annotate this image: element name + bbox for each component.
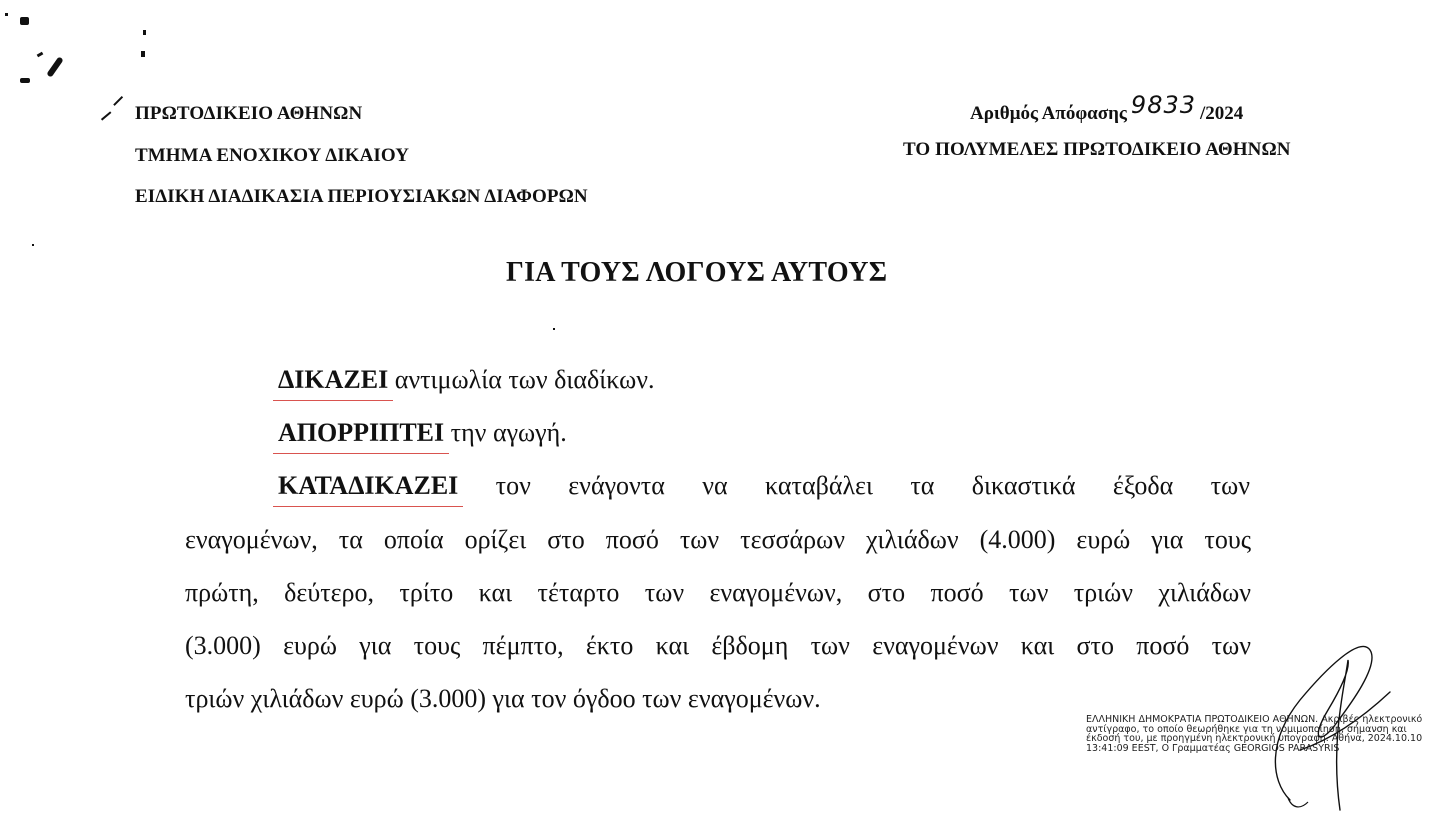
costs-paragraph (185, 0, 1251, 819)
procedure-line: ΕΙΔΙΚΗ ΔΙΑΔΙΚΑΣΙΑ ΠΕΡΙΟΥΣΙΑΚΩΝ ΔΙΑΦΟΡΩΝ (135, 186, 588, 207)
signature-image (1230, 630, 1410, 815)
ruling-keyword: ΑΠΟΡΡΙΠΤΕΙ (278, 418, 445, 447)
decision-year: /2024 (1200, 103, 1244, 124)
section-heading: ΓΙΑ ΤΟΥΣ ΛΟΓΟΥΣ ΑΥΤΟΥΣ (506, 257, 888, 288)
court-section-line: ΤΜΗΜΑ ΕΝΟΧΙΚΟΥ ΔΙΚΑΙΟΥ (135, 145, 410, 166)
ruling-text: την αγωγή. (444, 418, 567, 447)
ruling-text: αντιμωλία των διαδίκων. (388, 365, 655, 394)
court-name-line: ΠΡΩΤΟΔΙΚΕΙΟ ΑΘΗΝΩΝ (135, 103, 363, 124)
paragraph-line: πρώτη, δεύτερο, τρίτο και τέταρτο των εναγομένων, στο ποσό των τριών χιλιάδων (185, 578, 1251, 607)
ruling-text: τον ενάγοντα να καταβάλει τα δικαστικά έξοδα των (458, 471, 1250, 500)
ruling-keyword: ΚΑΤΑΔΙΚΑΖΕΙ (278, 471, 459, 500)
electronic-certification-text: ΕΛΛΗΝΙΚΗ ΔΗΜΟΚΡΑΤΙΑ ΠΡΩΤΟΔΙΚΕΙΟ ΑΘΗΝΩΝ. Ακριβές ηλεκτρονικό αντίγραφο, το οποίο θεωρήθηκε για τη νομιμοποίηση, σήμανση και έκδοσή του, με προηγμένη ηλεκτρονική υπογραφή. Αθήνα, 2024.10.10 13:41:09 EEST, Ο Γραμματέας GEORGIOS PARASYRIS (1086, 714, 1423, 754)
paragraph-line: εναγομένων, τα οποία ορίζει στο ποσό των τεσσάρων χιλιάδων (4.000) ευρώ για τους (185, 525, 1251, 554)
decision-number-handwritten: 9833 (1130, 91, 1196, 119)
ruling-keyword: ΔΙΚΑΖΕΙ (278, 365, 389, 394)
court-full-name: ΤΟ ΠΟΛΥΜΕΛΕΣ ΠΡΩΤΟΔΙΚΕΙΟ ΑΘΗΝΩΝ (903, 139, 1291, 160)
paragraph-line: τριών χιλιάδων ευρώ (3.000) για τον όγδοο των εναγομένων. (185, 684, 821, 713)
decision-label: Αριθμός Απόφασης (970, 103, 1127, 124)
paragraph-line: (3.000) ευρώ για τους πέμπτο, έκτο και έβδομη των εναγομένων και στο ποσό των (185, 631, 1251, 660)
